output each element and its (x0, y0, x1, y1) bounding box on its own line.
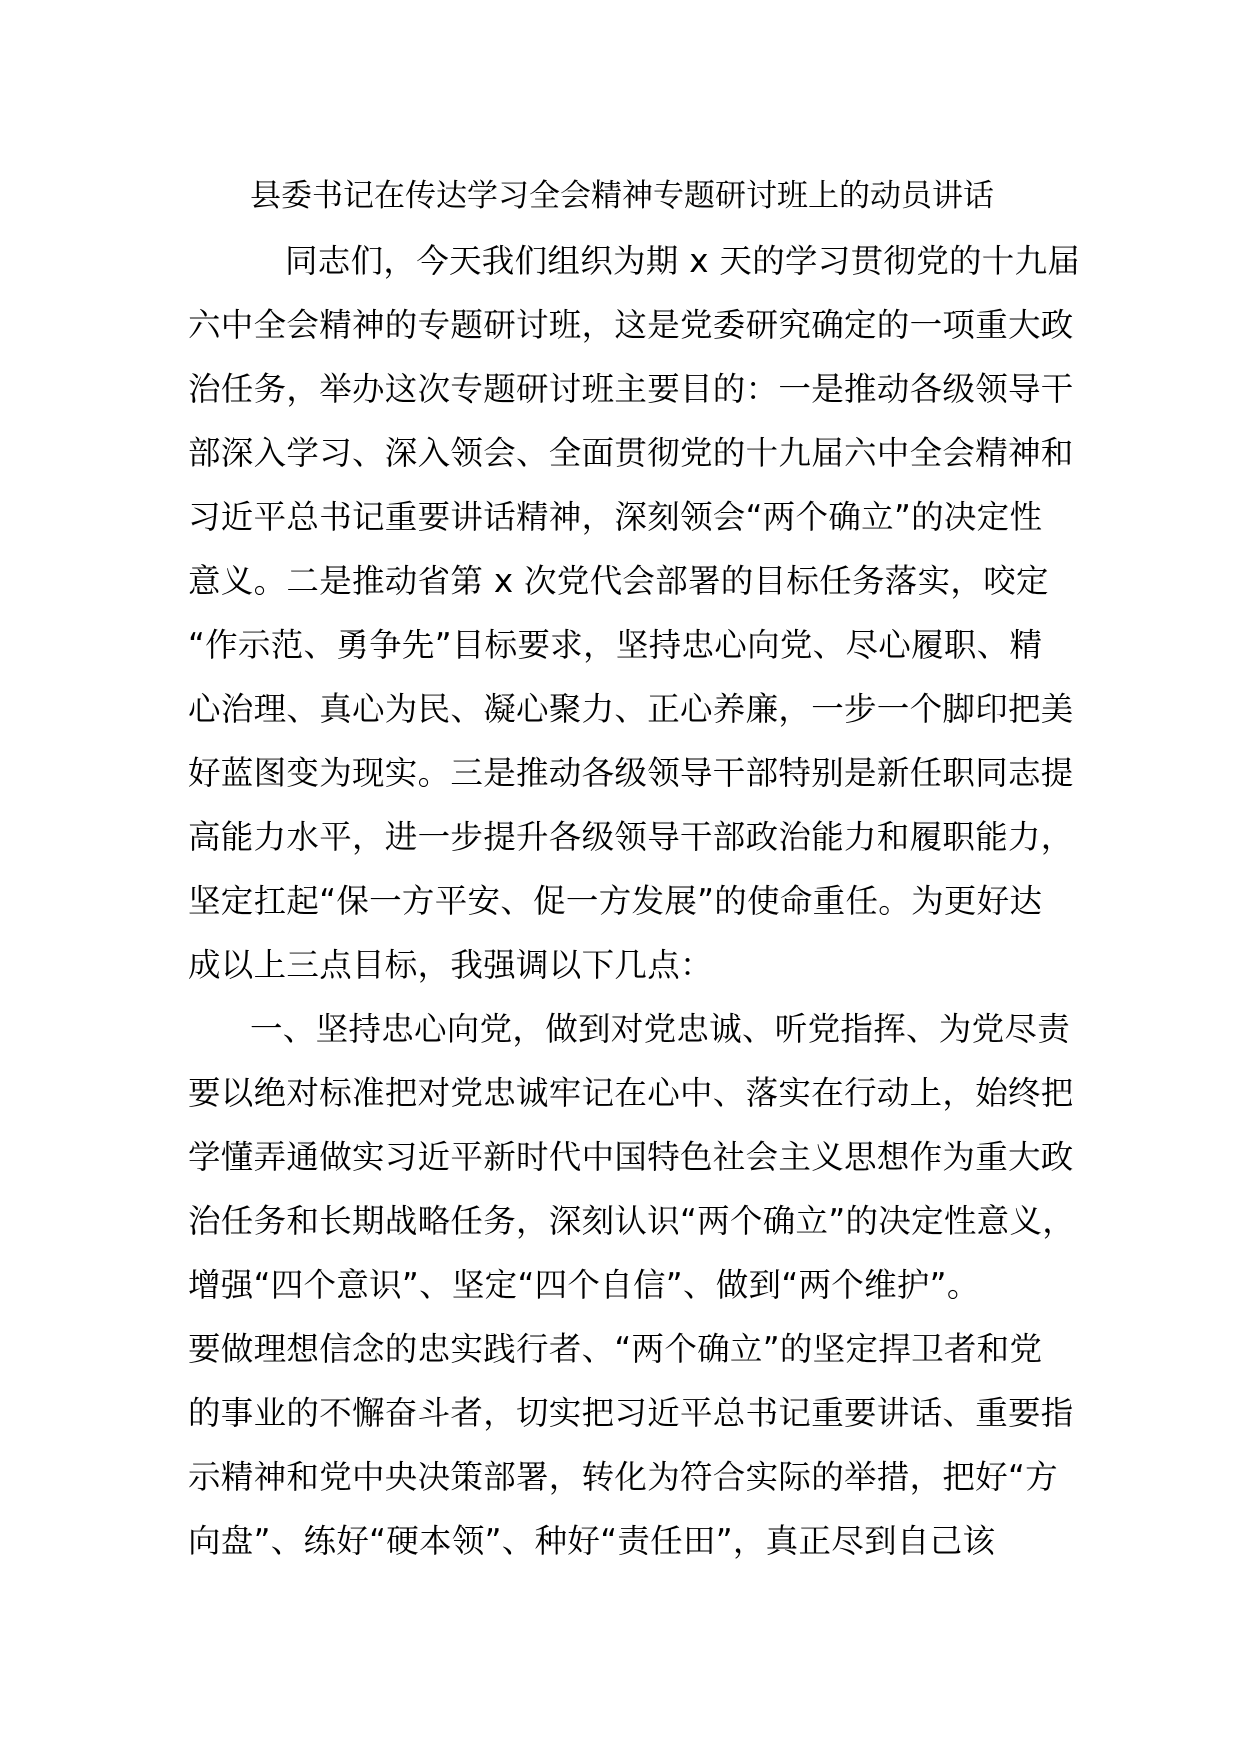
body-line: 学懂弄通做实习近平新时代中国特色社会主义思想作为重大政 (188, 1138, 1074, 1176)
body-line: 意义。二是推动省第 x 次党代会部署的目标任务落实，咬定 (188, 562, 1049, 600)
body-line: 部深入学习、深入领会、全面贯彻党的十九届六中全会精神和 (188, 434, 1074, 472)
body-line: “作示范、勇争先”目标要求，坚持忠心向党、尽心履职、精 (188, 626, 1043, 664)
body-line: 高能力水平，进一步提升各级领导干部政治能力和履职能力， (188, 818, 1074, 856)
body-line: 习近平总书记重要讲话精神，深刻领会“两个确立”的决定性 (188, 498, 1043, 536)
body-line: 成以上三点目标，我强调以下几点： (188, 946, 713, 984)
body-line: 同志们，今天我们组织为期 x 天的学习贯彻党的十九届 (285, 242, 1081, 280)
body-line: 六中全会精神的专题研讨班，这是党委研究确定的一项重大政 (188, 306, 1074, 344)
section-heading: 一、坚持忠心向党，做到对党忠诚、听党指挥、为党尽责 (250, 1010, 1071, 1048)
document-title: 县委书记在传达学习全会精神专题研讨班上的动员讲话 (250, 178, 994, 214)
body-line: 心治理、真心为民、凝心聚力、正心养廉，一步一个脚印把美 (188, 690, 1074, 728)
body-line: 的事业的不懈奋斗者，切实把习近平总书记重要讲话、重要指 (188, 1394, 1074, 1432)
body-line: 增强“四个意识”、坚定“四个自信”、做到“两个维护”。 (188, 1266, 980, 1304)
body-line: 向盘”、练好“硬本领”、种好“责任田”，真正尽到自己该 (188, 1522, 996, 1560)
body-line: 好蓝图变为现实。三是推动各级领导干部特别是新任职同志提 (188, 754, 1074, 792)
body-line: 治任务和长期战略任务，深刻认识“两个确立”的决定性意义， (188, 1202, 1076, 1240)
body-line: 要以绝对标准把对党忠诚牢记在心中、落实在行动上，始终把 (188, 1074, 1074, 1112)
body-line: 要做理想信念的忠实践行者、“两个确立”的坚定捍卫者和党 (188, 1330, 1043, 1368)
body-line: 示精神和党中央决策部署，转化为符合实际的举措，把好“方 (188, 1458, 1058, 1496)
body-line: 坚定扛起“保一方平安、促一方发展”的使命重任。为更好达 (188, 882, 1043, 920)
body-line: 治任务，举办这次专题研讨班主要目的：一是推动各级领导干 (188, 370, 1074, 408)
